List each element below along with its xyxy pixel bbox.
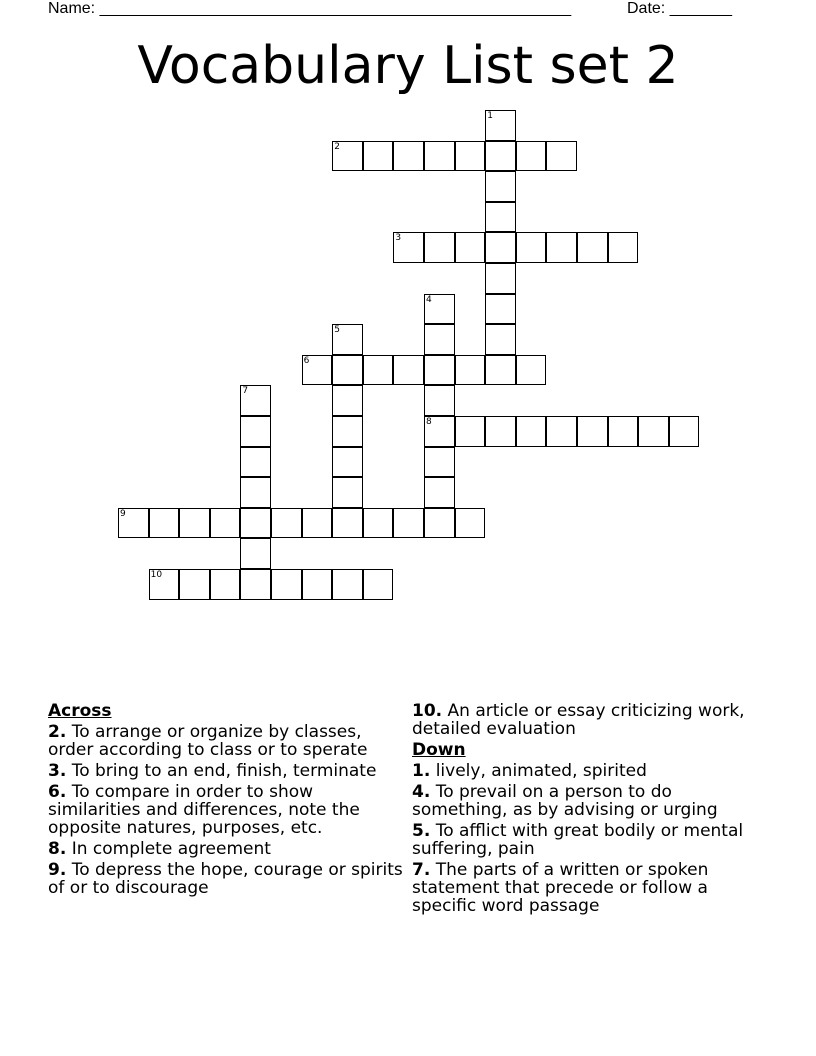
crossword-cell[interactable] <box>271 569 302 600</box>
crossword-cell[interactable] <box>393 232 424 263</box>
crossword-cell[interactable] <box>240 447 271 478</box>
crossword-cell[interactable] <box>455 232 486 263</box>
date-line: Date: _______ <box>627 0 732 17</box>
crossword-cell[interactable] <box>424 294 455 325</box>
across-clue-list <box>48 723 404 897</box>
crossword-cell[interactable] <box>546 141 577 172</box>
clue-text: To compare in order to show similarities and differences, note the opposite natures, purposes, etc. <box>48 782 360 838</box>
clue-text: An article or essay criticizing work, detailed evaluation <box>412 701 745 739</box>
crossword-cell[interactable] <box>363 141 394 172</box>
crossword-cell[interactable] <box>424 385 455 416</box>
crossword-cell[interactable] <box>149 508 180 539</box>
crossword-cell[interactable] <box>302 508 333 539</box>
crossword-cell[interactable] <box>393 355 424 386</box>
crossword-cell[interactable] <box>332 508 363 539</box>
crossword-cell[interactable] <box>516 416 547 447</box>
page-title: Vocabulary List set 2 <box>137 36 679 96</box>
cell-number: 8 <box>426 417 432 427</box>
cell-number: 5 <box>334 325 340 336</box>
crossword-cell[interactable] <box>179 569 210 600</box>
crossword-cell[interactable] <box>485 141 516 172</box>
crossword-cell[interactable] <box>516 355 547 386</box>
clue-number: 5. <box>412 821 431 841</box>
crossword-cell[interactable] <box>638 416 669 447</box>
crossword-cell[interactable] <box>669 416 700 447</box>
crossword-cell[interactable] <box>608 416 639 447</box>
cell-number: 1 <box>487 111 493 121</box>
across-clue-list-continued <box>412 702 768 738</box>
clue-item <box>48 762 404 780</box>
cell-number: 9 <box>120 508 126 519</box>
clue-text: To arrange or organize by classes, order according to class or to sperate <box>48 722 368 760</box>
crossword-cell[interactable] <box>332 324 363 355</box>
crossword-cell[interactable] <box>424 508 455 539</box>
clue-number: 8. <box>48 839 67 859</box>
crossword-cell[interactable] <box>516 141 547 172</box>
crossword-cell[interactable] <box>485 232 516 263</box>
crossword-cell[interactable] <box>485 294 516 325</box>
clue-text: To prevail on a person to do something, as by advising or urging <box>412 782 718 820</box>
crossword-cell[interactable] <box>240 477 271 508</box>
crossword-cell[interactable] <box>363 569 394 600</box>
clue-text: The parts of a written or spoken statement that precede or follow a specific word passage <box>412 860 709 916</box>
crossword-cell[interactable] <box>424 447 455 478</box>
clue-number: 9. <box>48 860 67 880</box>
crossword-cell[interactable] <box>240 508 271 539</box>
clue-text: In complete agreement <box>66 839 271 859</box>
crossword-cell[interactable] <box>240 569 271 600</box>
crossword-cell[interactable] <box>332 141 363 172</box>
clues-column-left <box>48 702 404 900</box>
crossword-cell[interactable] <box>577 232 608 263</box>
crossword-cell[interactable] <box>485 324 516 355</box>
clue-item <box>48 723 404 759</box>
crossword-cell[interactable] <box>455 508 486 539</box>
crossword-cell[interactable] <box>455 416 486 447</box>
clue-item <box>412 762 768 780</box>
clue-number: 2. <box>48 722 67 742</box>
crossword-cell[interactable] <box>546 232 577 263</box>
crossword-cell[interactable] <box>302 569 333 600</box>
clue-number: 7. <box>412 860 431 880</box>
crossword-cell[interactable] <box>424 324 455 355</box>
clue-item <box>412 822 768 858</box>
clue-item <box>412 861 768 915</box>
crossword-cell[interactable] <box>485 355 516 386</box>
clue-text: lively, animated, spirited <box>430 761 647 781</box>
cell-number: 4 <box>426 294 432 305</box>
crossword-cell[interactable] <box>577 416 608 447</box>
crossword-cell[interactable] <box>485 416 516 447</box>
crossword-cell[interactable] <box>332 477 363 508</box>
clue-item <box>48 783 404 837</box>
clue-number: 6. <box>48 782 67 802</box>
crossword-cell[interactable] <box>424 141 455 172</box>
clue-item <box>412 783 768 819</box>
clues-column-right <box>412 702 768 918</box>
crossword-cell[interactable] <box>485 202 516 233</box>
down-clue-list <box>412 762 768 915</box>
clue-item <box>48 861 404 897</box>
crossword-cell[interactable] <box>393 141 424 172</box>
crossword-cell[interactable] <box>118 508 149 539</box>
crossword-cell[interactable] <box>332 416 363 447</box>
crossword-cell[interactable] <box>608 232 639 263</box>
crossword-cell[interactable] <box>546 416 577 447</box>
cell-number: 2 <box>334 141 340 152</box>
clue-text: To afflict with great bodily or mental suffering, pain <box>412 821 744 859</box>
crossword-cell[interactable] <box>424 355 455 386</box>
crossword-cell[interactable] <box>363 355 394 386</box>
crossword-cell[interactable] <box>485 110 516 141</box>
crossword-cell[interactable] <box>332 355 363 386</box>
crossword-cell[interactable] <box>240 385 271 416</box>
crossword-cell[interactable] <box>210 569 241 600</box>
crossword-cell[interactable] <box>210 508 241 539</box>
crossword-cell[interactable] <box>179 508 210 539</box>
crossword-cell[interactable] <box>332 569 363 600</box>
cell-number: 7 <box>242 386 249 397</box>
down-heading: Down <box>412 740 466 760</box>
crossword-cell[interactable] <box>271 508 302 539</box>
crossword-cell[interactable] <box>240 416 271 447</box>
crossword-cell[interactable] <box>302 355 333 386</box>
crossword-cell[interactable] <box>332 385 363 416</box>
clue-number: 3. <box>48 761 67 781</box>
crossword-cell[interactable] <box>393 508 424 539</box>
crossword-cell[interactable] <box>485 263 516 294</box>
crossword-cell[interactable] <box>363 508 394 539</box>
across-heading: Across <box>48 701 112 721</box>
cell-number: 10 <box>150 570 163 580</box>
name-line: Name: _____________________________________________________ <box>48 0 572 17</box>
clue-item <box>48 840 404 858</box>
clue-text: To depress the hope, courage or spirits of or to discourage <box>48 860 403 898</box>
crossword-cell[interactable] <box>424 416 455 447</box>
clue-text: To bring to an end, finish, terminate <box>66 761 377 781</box>
clue-item <box>412 702 768 738</box>
cell-number: 3 <box>395 233 402 244</box>
crossword-cell[interactable] <box>516 232 547 263</box>
clue-number: 10. <box>412 701 443 721</box>
crossword-cell[interactable] <box>455 355 486 386</box>
clue-number: 4. <box>412 782 431 802</box>
crossword-cell[interactable] <box>455 141 486 172</box>
crossword-cell[interactable] <box>424 477 455 508</box>
crossword-cell[interactable] <box>424 232 455 263</box>
clue-number: 1. <box>412 761 431 781</box>
cell-number: 6 <box>303 355 310 366</box>
crossword-cell[interactable] <box>332 447 363 478</box>
crossword-cell[interactable] <box>149 569 180 600</box>
crossword-cell[interactable] <box>240 538 271 569</box>
crossword-cell[interactable] <box>485 171 516 202</box>
